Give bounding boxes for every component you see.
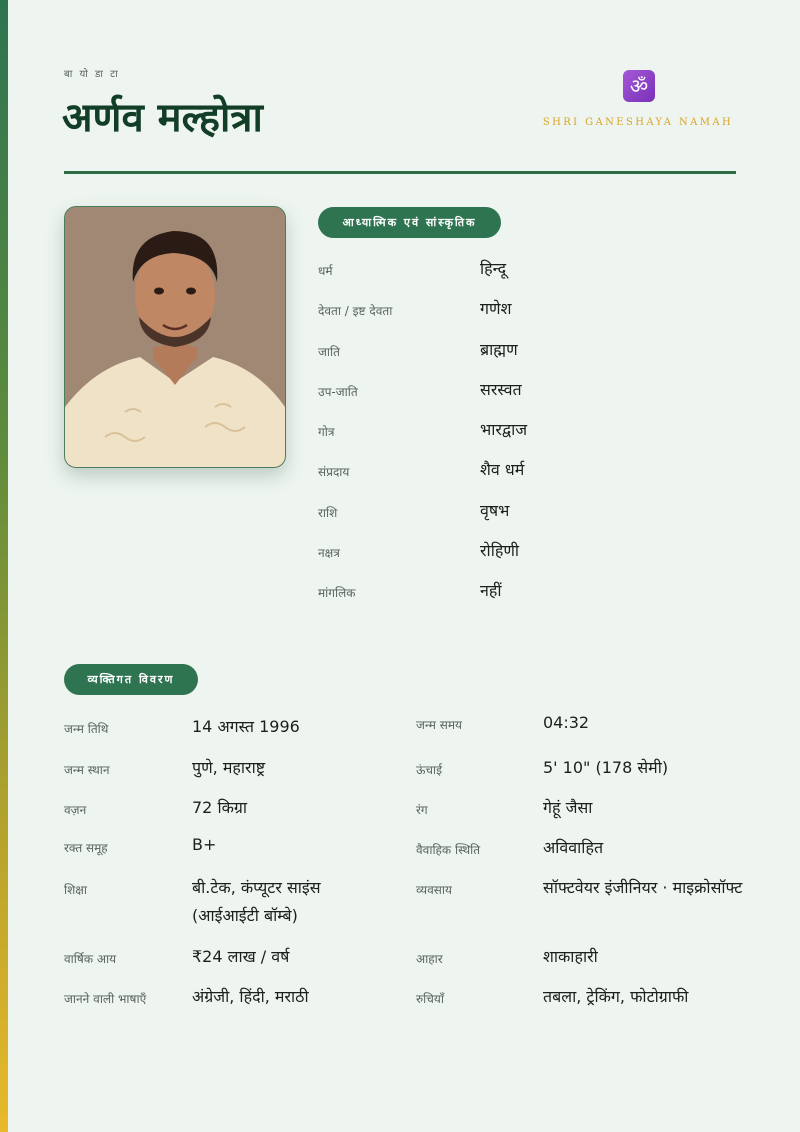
om-icon: ॐ xyxy=(623,70,655,102)
detail-value: गेहूं जैसा xyxy=(543,798,593,817)
detail-label: जन्म तिथि xyxy=(64,722,109,736)
detail-label: देवता / इष्ट देवता xyxy=(318,304,393,318)
detail-label: रुचियाँ xyxy=(416,992,444,1006)
detail-label: राशि xyxy=(318,506,338,520)
detail-value: 72 किग्रा xyxy=(192,798,248,817)
detail-value: 5' 10" (178 सेमी) xyxy=(543,758,669,777)
detail-label: रंग xyxy=(416,803,428,817)
section-title-spiritual: आध्यात्मिक एवं सांस्कृतिक xyxy=(318,207,501,238)
blessing-text: SHRI GANESHAYA NAMAH xyxy=(542,117,734,128)
detail-label: जाति xyxy=(318,345,340,359)
detail-value: अंग्रेजी, हिंदी, मराठी xyxy=(192,987,309,1006)
detail-label: शिक्षा xyxy=(64,883,87,897)
section-title-personal: व्यक्तिगत विवरण xyxy=(64,664,198,695)
detail-label: आहार xyxy=(416,952,443,966)
detail-label: उप-जाति xyxy=(318,385,358,399)
detail-value: 04:32 xyxy=(543,713,590,732)
detail-label: वार्षिक आय xyxy=(64,952,117,966)
detail-value: सॉफ्टवेयर इंजीनियर · माइक्रोसॉफ्ट xyxy=(543,878,743,897)
detail-label: जन्म समय xyxy=(416,718,462,732)
detail-value: भारद्वाज xyxy=(480,420,528,439)
detail-label: मांगलिक xyxy=(318,586,356,600)
detail-label: ऊंचाई xyxy=(416,763,443,777)
detail-value: रोहिणी xyxy=(480,541,520,560)
detail-value: 14 अगस्त 1996 xyxy=(192,717,300,736)
detail-value: शैव धर्म xyxy=(480,460,525,479)
detail-label: संप्रदाय xyxy=(318,465,350,479)
detail-value: नहीं xyxy=(480,581,502,600)
detail-label: गोत्र xyxy=(318,425,335,439)
detail-value: तबला, ट्रेकिंग, फोटोग्राफी xyxy=(543,987,689,1006)
detail-label: वज़न xyxy=(64,803,87,817)
detail-label: जानने वाली भाषाएँ xyxy=(64,992,147,1006)
detail-value: अविवाहित xyxy=(543,838,604,857)
detail-label: रक्त समूह xyxy=(64,841,108,855)
detail-value: बी.टेक, कंप्यूटर साइंस (आईआईटी बॉम्बे) xyxy=(192,878,321,925)
detail-label: जन्म स्थान xyxy=(64,763,110,777)
detail-value: हिन्दू xyxy=(480,259,507,278)
accent-side-bar xyxy=(0,0,8,1132)
detail-value: सरस्वत xyxy=(480,380,522,399)
detail-value: B+ xyxy=(192,835,217,854)
candidate-name: अर्णव मल्होत्रा xyxy=(62,94,263,141)
detail-value: शाकाहारी xyxy=(543,947,598,966)
detail-value: ₹24 लाख / वर्ष xyxy=(192,947,290,966)
profile-photo xyxy=(64,206,286,468)
detail-label: नक्षत्र xyxy=(318,546,340,560)
detail-value: गणेश xyxy=(480,299,512,318)
detail-value: ब्राह्मण xyxy=(480,340,518,359)
detail-label: वैवाहिक स्थिति xyxy=(416,843,481,857)
document-type-label: बा यो डा टा xyxy=(64,69,120,80)
detail-value: वृषभ xyxy=(480,501,510,520)
detail-label: व्यवसाय xyxy=(416,883,452,897)
detail-label: धर्म xyxy=(318,264,333,278)
header-divider xyxy=(64,171,736,174)
detail-value: पुणे, महाराष्ट्र xyxy=(192,758,266,777)
